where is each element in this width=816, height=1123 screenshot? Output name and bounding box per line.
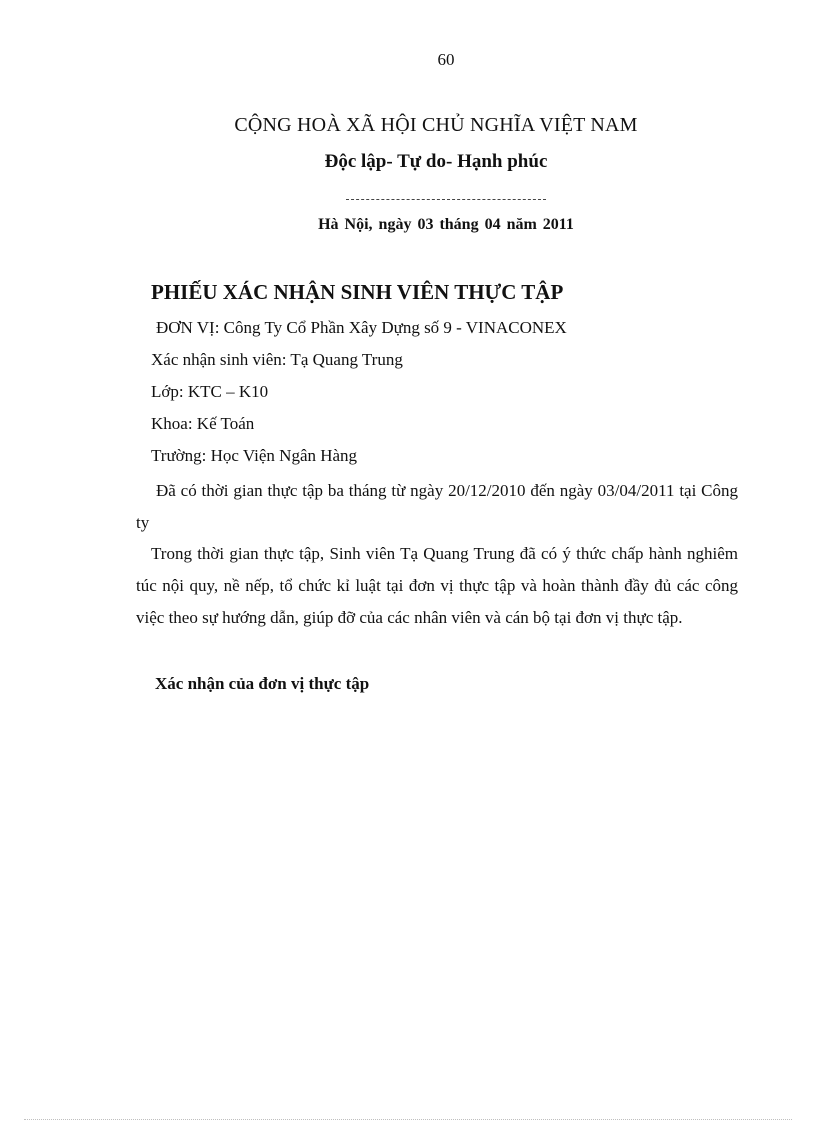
header-divider [346, 199, 546, 200]
date-line: Hà Nội, ngày 03 tháng 04 năm 2011 [318, 216, 574, 233]
internship-remark-paragraph: Trong thời gian thực tập, Sinh viên Tạ Quang Trung đã có ý thức chấp hành nghiêm túc nội quy, nề nếp, tổ chức kỉ luật tại đơn vị thực tập và hoàn thành đầy đủ các công việc theo sự hướng dẫn, giúp đỡ của các nhân viên và cán bộ tại đơn vị thực tập. [136, 544, 738, 627]
school-line: Trường: Học Viện Ngân Hàng [151, 446, 358, 465]
country-heading: CỘNG HOÀ XÃ HỘI CHỦ NGHĨA VIỆT NAM [234, 114, 638, 136]
page-bottom-rule [24, 1119, 792, 1120]
internship-period-paragraph: Đã có thời gian thực tập ba tháng từ ngày 20/12/2010 đến ngày 03/04/2011 tại Công ty [136, 481, 738, 532]
student-line: Xác nhận sinh viên: Tạ Quang Trung [151, 350, 403, 369]
unit-line: ĐƠN VỊ: Công Ty Cổ Phần Xây Dựng số 9 - VINACONEX [156, 318, 567, 337]
class-line: Lớp: KTC – K10 [151, 382, 269, 401]
form-title: PHIẾU XÁC NHẬN SINH VIÊN THỰC TẬP [151, 280, 564, 304]
national-motto: Độc lập- Tự do- Hạnh phúc [324, 151, 548, 172]
unit-confirmation-heading: Xác nhận của đơn vị thực tập [155, 674, 370, 693]
page-number: 60 [437, 50, 455, 69]
faculty-line: Khoa: Kế Toán [151, 414, 255, 433]
